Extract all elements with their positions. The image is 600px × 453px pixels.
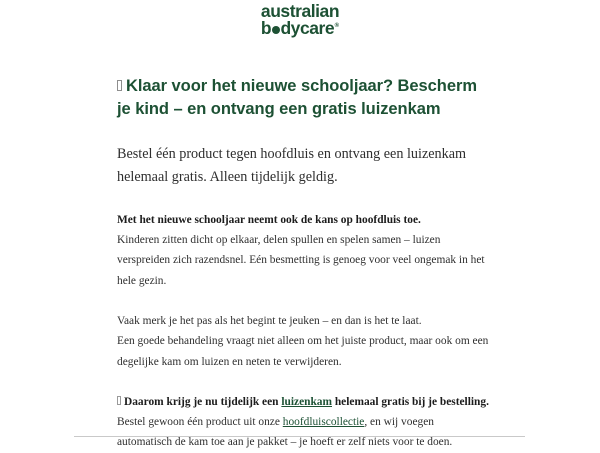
instructions-text-before-link: Bestel gewoon één product uit onze — [117, 416, 283, 429]
logo-text-bodycare — [260, 17, 340, 38]
offer-instructions — [117, 412, 489, 453]
section-heading-school-year: Met het nieuwe schooljaar neemt ook de kans op hoofdluis toe. — [117, 213, 421, 226]
link-hoofdluiscollectie[interactable]: hoofdluiscollectie — [282, 416, 365, 429]
brand-logo[interactable] — [0, 0, 600, 39]
logo-lockup — [261, 3, 339, 37]
missing-glyph-emoji-icon-2 — [117, 396, 121, 405]
lead-paragraph: Bestel één product tegen hoofdluis en ontvang een luizenkam helemaal gratis. Alleen tijdelijk geldig. — [117, 145, 467, 186]
section-body-school-year: Kinderen zitten dicht op elkaar, delen spullen en spelen samen – luizen verspreiden zich razendsnel. Eén besmetting is genoeg voor veel ongemak in het hele gezin. — [117, 234, 485, 287]
section-school-year — [117, 190, 489, 291]
footer-divider — [74, 436, 525, 437]
logo-text-dycare: dycare — [280, 17, 335, 38]
offer-statement — [117, 392, 489, 412]
offer-text-before-link: Daarom krijg je nu tijdelijk een — [124, 395, 282, 408]
logo-text-australian: australian — [260, 1, 340, 21]
section-offer — [117, 372, 489, 453]
logo-letter-b: b — [260, 17, 272, 38]
instructions-text-after-link: , en wij voegen automatisch de kam toe aan je pakket – je hoeft er zelf niets voor te doen. — [117, 416, 453, 449]
missing-glyph-emoji-icon — [117, 80, 122, 91]
headline-text: Klaar voor het nieuwe schooljaar? Bescherm je kind – en ontvang een gratis luizenkam — [117, 76, 477, 119]
section-treatment — [117, 291, 489, 372]
email-body — [117, 39, 489, 453]
logo-dot-icon — [272, 26, 281, 35]
link-luizenkam[interactable]: luizenkam — [281, 395, 332, 408]
offer-text-after-link: helemaal gratis bij je bestelling. — [332, 395, 489, 408]
page-title — [117, 39, 489, 122]
section-line-treatment: Een goede behandeling vraagt niet alleen om het juiste product, maar ook om een degelijke kam om luizen en neten te verwijderen. — [117, 335, 489, 368]
registered-trademark-symbol: ® — [334, 22, 340, 29]
section-line-itch: Vaak merk je het pas als het begint te jeuken – en dan is het te laat. — [117, 314, 422, 327]
